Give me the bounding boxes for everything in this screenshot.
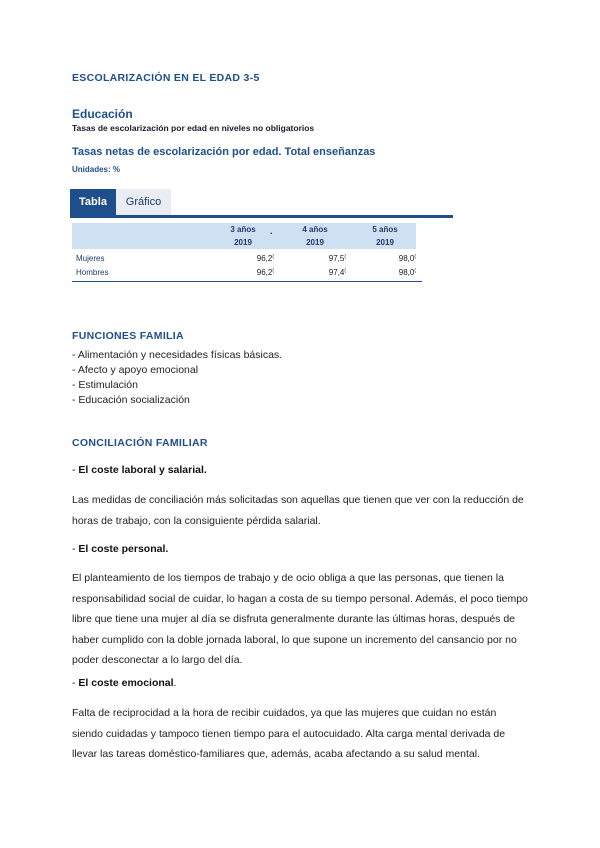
cell-mujeres-4: 97,5(: [328, 254, 346, 263]
section-title-conciliacion: CONCILIACIÓN FAMILIAR: [72, 437, 208, 449]
table-title: Tasas netas de escolarización por edad. Total enseñanzas: [72, 146, 376, 158]
year-5: 2019: [376, 238, 394, 247]
col-header-5: 5 años: [372, 225, 398, 234]
list-item: - Afecto y apoyo emocional: [72, 364, 199, 376]
list-item: - Alimentación y necesidades físicas básicas.: [72, 349, 283, 361]
section-title-funciones: FUNCIONES FAMILIA: [72, 330, 184, 342]
subheading-coste-laboral: - El coste laboral y salarial.: [72, 464, 207, 476]
list-item: - Estimulación: [72, 379, 138, 391]
units-label: Unidades: %: [72, 165, 121, 174]
cell-mujeres-3: 96,2(: [256, 254, 274, 263]
row-label-mujeres: Mujeres: [76, 254, 105, 263]
tab-grafico[interactable]: Gráfico: [116, 189, 171, 216]
tab-underline: [70, 215, 453, 218]
table-bottom-rule: [72, 281, 422, 282]
education-title: Educación: [72, 107, 133, 121]
subheading-coste-personal: - El coste personal.: [72, 543, 169, 555]
year-3: 2019: [234, 238, 252, 247]
subheading-coste-emocional: - El coste emocional.: [72, 677, 177, 689]
cell-hombres-5: 98,0(: [398, 268, 416, 277]
tab-tabla[interactable]: Tabla: [70, 189, 116, 216]
row-label-hombres: Hombres: [76, 268, 109, 277]
year-4: 2019: [306, 238, 324, 247]
paragraph-coste-personal: El planteamiento de los tiempos de trabajo y de ocio obliga a que las personas, que tienen la responsabilidad social de cuidar, lo hagan a costa de su tiempo personal. Además, el poco tiempo libre que tiene una mujer al día se disfruta generalmente durante las últimas horas, después de haber cumplido con la doble jornada laboral, lo que supone un incremento del cansancio por no poder desconectar a lo largo del día.: [72, 572, 528, 666]
cell-hombres-3: 96,2(: [256, 268, 274, 277]
list-item: - Educación socialización: [72, 394, 190, 406]
table-header-blank: [72, 223, 210, 249]
section-title-escolarizacion: ESCOLARIZACIÓN EN EL EDAD 3-5: [72, 72, 260, 84]
paragraph-coste-laboral: Las medidas de conciliación más solicitadas son aquellas que tienen que ver con la reducción de horas de trabajo, con la consiguiente pérdida salarial.: [72, 494, 524, 527]
col-header-4: 4 años: [302, 225, 328, 234]
education-subtitle: Tasas de escolarización por edad en niveles no obligatorios: [72, 123, 315, 133]
funciones-list: [72, 348, 282, 408]
cell-mujeres-5: 98,0(: [398, 254, 416, 263]
paragraph-coste-emocional: Falta de reciprocidad a la hora de recibir cuidados, ya que las mujeres que cuidan no están siendo cuidadas y tampoco tienen tiempo para el autocuidado. Alta carga mental derivada de llevar las tareas doméstico-familiares que, además, acaba afectando a su salud mental.: [72, 707, 506, 760]
sort-indicator: .: [270, 226, 273, 236]
col-header-3: 3 años: [230, 225, 256, 234]
cell-hombres-4: 97,4(: [328, 268, 346, 277]
